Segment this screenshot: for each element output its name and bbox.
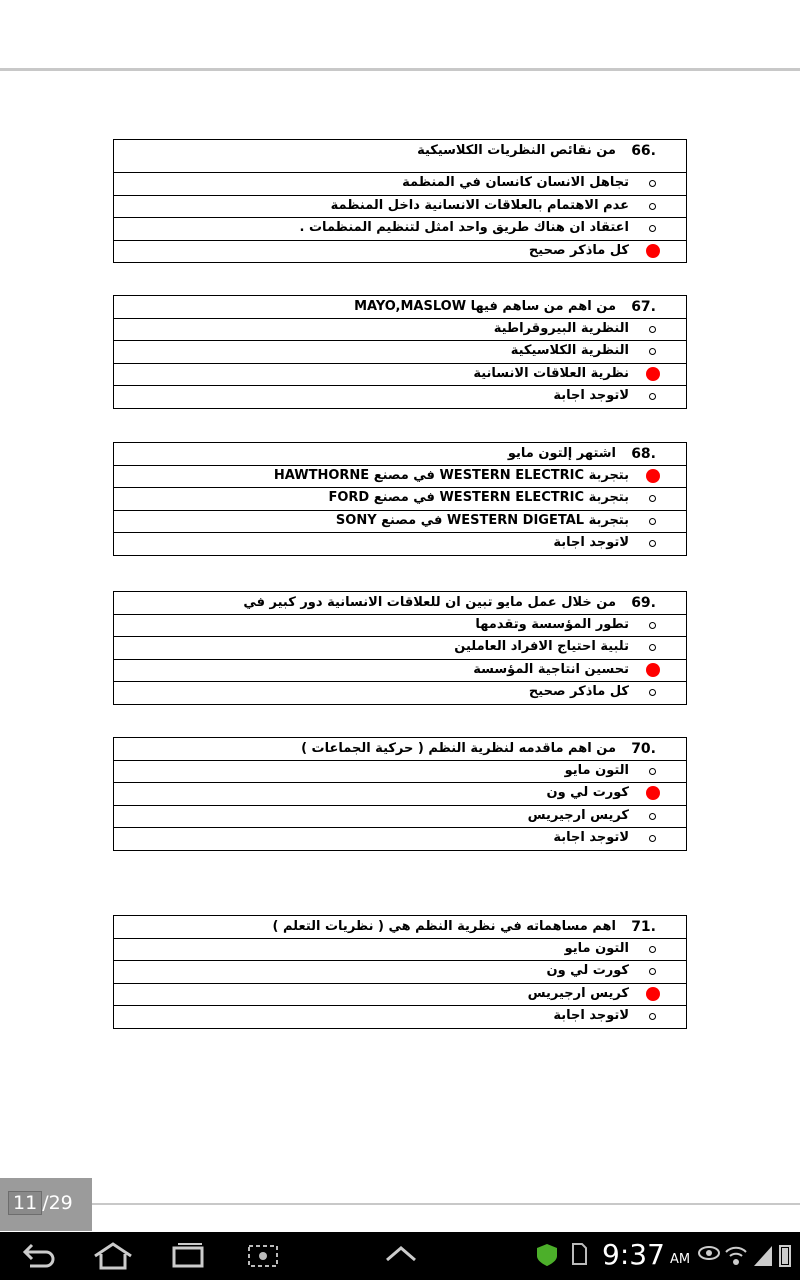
question-67 xyxy=(113,295,687,409)
sd-card-icon xyxy=(570,1242,588,1266)
selected-dot-icon[interactable] xyxy=(646,786,660,800)
question-header xyxy=(114,592,686,615)
option-row[interactable] xyxy=(114,961,686,984)
option-row[interactable] xyxy=(114,761,686,784)
radio-bullet-icon[interactable] xyxy=(649,393,656,400)
option-text: تحسين انتاجية المؤسسة xyxy=(473,661,629,677)
radio-bullet-icon[interactable] xyxy=(649,540,656,547)
option-text: بتجربة WESTERN DIGETAL في مصنع SONY xyxy=(335,512,629,528)
option-text: كورت لي ون xyxy=(546,785,629,800)
question-text: من نقائص النظريات الكلاسيكية xyxy=(417,143,616,158)
option-text: لاتوجد اجابة xyxy=(553,388,629,403)
chevron-up-icon[interactable] xyxy=(385,1242,417,1266)
option-row[interactable] xyxy=(114,488,686,511)
question-header xyxy=(114,916,686,939)
selected-dot-icon[interactable] xyxy=(646,244,660,258)
question-number: 66. xyxy=(631,143,656,159)
option-row[interactable] xyxy=(114,341,686,364)
radio-bullet-icon[interactable] xyxy=(649,1013,656,1020)
option-text: النظرية البيروقراطية xyxy=(493,320,629,336)
clock-ampm: AM xyxy=(670,1252,691,1267)
option-row[interactable] xyxy=(114,984,686,1007)
option-text: لاتوجد اجابة xyxy=(553,535,629,550)
radio-bullet-icon[interactable] xyxy=(649,968,656,975)
option-row[interactable] xyxy=(114,783,686,806)
question-header xyxy=(114,140,686,173)
radio-bullet-icon[interactable] xyxy=(649,225,656,232)
home-icon[interactable] xyxy=(92,1242,134,1270)
option-text: كل ماذكر صحيح xyxy=(528,684,629,699)
question-68 xyxy=(113,442,687,556)
option-text: بتجربة WESTERN ELECTRIC في مصنع FORD xyxy=(328,490,629,505)
radio-bullet-icon[interactable] xyxy=(649,180,656,187)
option-text: بتجربة WESTERN ELECTRIC في مصنع HAWTHORNE xyxy=(273,467,629,483)
option-row[interactable] xyxy=(114,828,686,851)
option-text: لاتوجد اجابة xyxy=(553,1008,629,1023)
question-69 xyxy=(113,591,687,705)
battery-icon xyxy=(778,1242,792,1268)
question-number: 67. xyxy=(631,299,656,315)
option-row[interactable] xyxy=(114,319,686,342)
option-row[interactable] xyxy=(114,660,686,683)
radio-bullet-icon[interactable] xyxy=(649,518,656,525)
screenshot-icon[interactable] xyxy=(245,1242,281,1274)
radio-bullet-icon[interactable] xyxy=(649,326,656,333)
total-pages: /29 xyxy=(42,1192,73,1214)
option-row[interactable] xyxy=(114,196,686,219)
option-text: اعتقاد ان هناك طريق واحد امثل لتنظيم المنظمات . xyxy=(299,220,629,235)
question-header xyxy=(114,738,686,761)
question-text: من اهم ماقدمه لنظرية النظم ( حركية الجماعات ) xyxy=(301,741,616,756)
option-text: كريس ارجيريس xyxy=(527,807,629,823)
question-header xyxy=(114,443,686,466)
question-71 xyxy=(113,915,687,1029)
option-text: التون مايو xyxy=(564,940,629,956)
system-navbar xyxy=(0,1232,800,1280)
option-text: لاتوجد اجابة xyxy=(553,830,629,845)
option-row[interactable] xyxy=(114,218,686,241)
option-row[interactable] xyxy=(114,637,686,660)
option-text: تطور المؤسسة وتقدمها xyxy=(475,616,629,632)
option-row[interactable] xyxy=(114,386,686,409)
current-page[interactable]: 11 xyxy=(8,1191,42,1215)
option-row[interactable] xyxy=(114,241,686,264)
option-row[interactable] xyxy=(114,1006,686,1029)
radio-bullet-icon[interactable] xyxy=(649,622,656,629)
option-row[interactable] xyxy=(114,682,686,705)
radio-bullet-icon[interactable] xyxy=(649,348,656,355)
question-text: من خلال عمل مايو تبين ان للعلاقات الانسانية دور كبير في xyxy=(243,595,616,610)
wifi-icon xyxy=(723,1242,749,1268)
eye-icon xyxy=(697,1242,721,1264)
option-row[interactable] xyxy=(114,939,686,962)
question-header xyxy=(114,296,686,319)
option-row[interactable] xyxy=(114,364,686,387)
recent-apps-icon[interactable] xyxy=(170,1242,206,1270)
back-icon[interactable] xyxy=(20,1242,56,1270)
radio-bullet-icon[interactable] xyxy=(649,495,656,502)
selected-dot-icon[interactable] xyxy=(646,469,660,483)
option-text: عدم الاهتمام بالعلاقات الانسانية داخل المنظمة xyxy=(330,197,629,213)
option-text: كورت لي ون xyxy=(546,963,629,978)
question-number: 70. xyxy=(631,741,656,757)
page-indicator[interactable] xyxy=(0,1178,92,1231)
option-row[interactable] xyxy=(114,511,686,534)
clock-time: 9:37 xyxy=(602,1238,665,1271)
selected-dot-icon[interactable] xyxy=(646,987,660,1001)
radio-bullet-icon[interactable] xyxy=(649,768,656,775)
question-text: اهم مساهماته في نظرية النظم هي ( نظريات التعلم ) xyxy=(272,919,616,934)
option-row[interactable] xyxy=(114,466,686,489)
selected-dot-icon[interactable] xyxy=(646,367,660,381)
option-row[interactable] xyxy=(114,806,686,829)
option-row[interactable] xyxy=(114,615,686,638)
radio-bullet-icon[interactable] xyxy=(649,835,656,842)
radio-bullet-icon[interactable] xyxy=(649,203,656,210)
option-text: نظرية العلاقات الانسانية xyxy=(473,365,629,381)
option-text: التون مايو xyxy=(564,762,629,778)
question-70 xyxy=(113,737,687,851)
question-text: اشتهر إلتون مايو xyxy=(507,446,616,461)
signal-icon xyxy=(752,1242,774,1268)
question-number: 68. xyxy=(631,446,656,462)
option-text: كل ماذكر صحيح xyxy=(528,242,629,258)
radio-bullet-icon[interactable] xyxy=(649,644,656,651)
radio-bullet-icon[interactable] xyxy=(649,689,656,696)
question-66 xyxy=(113,139,687,263)
option-row[interactable] xyxy=(114,173,686,196)
option-text: النظرية الكلاسيكية xyxy=(510,343,629,358)
option-text: تجاهل الانسان كانسان في المنظمة xyxy=(402,175,629,190)
radio-bullet-icon[interactable] xyxy=(649,813,656,820)
security-shield-icon xyxy=(535,1242,559,1268)
option-text: تلبية احتياج الافراد العاملين xyxy=(454,639,629,654)
bottom-divider xyxy=(92,1203,800,1205)
question-text: من اهم من ساهم فيها MAYO,MASLOW xyxy=(354,299,616,314)
option-row[interactable] xyxy=(114,533,686,556)
question-number: 69. xyxy=(631,595,656,611)
radio-bullet-icon[interactable] xyxy=(649,946,656,953)
question-number: 71. xyxy=(631,919,656,935)
option-text: كريس ارجيريس xyxy=(527,985,629,1001)
selected-dot-icon[interactable] xyxy=(646,663,660,677)
top-divider xyxy=(0,68,800,71)
